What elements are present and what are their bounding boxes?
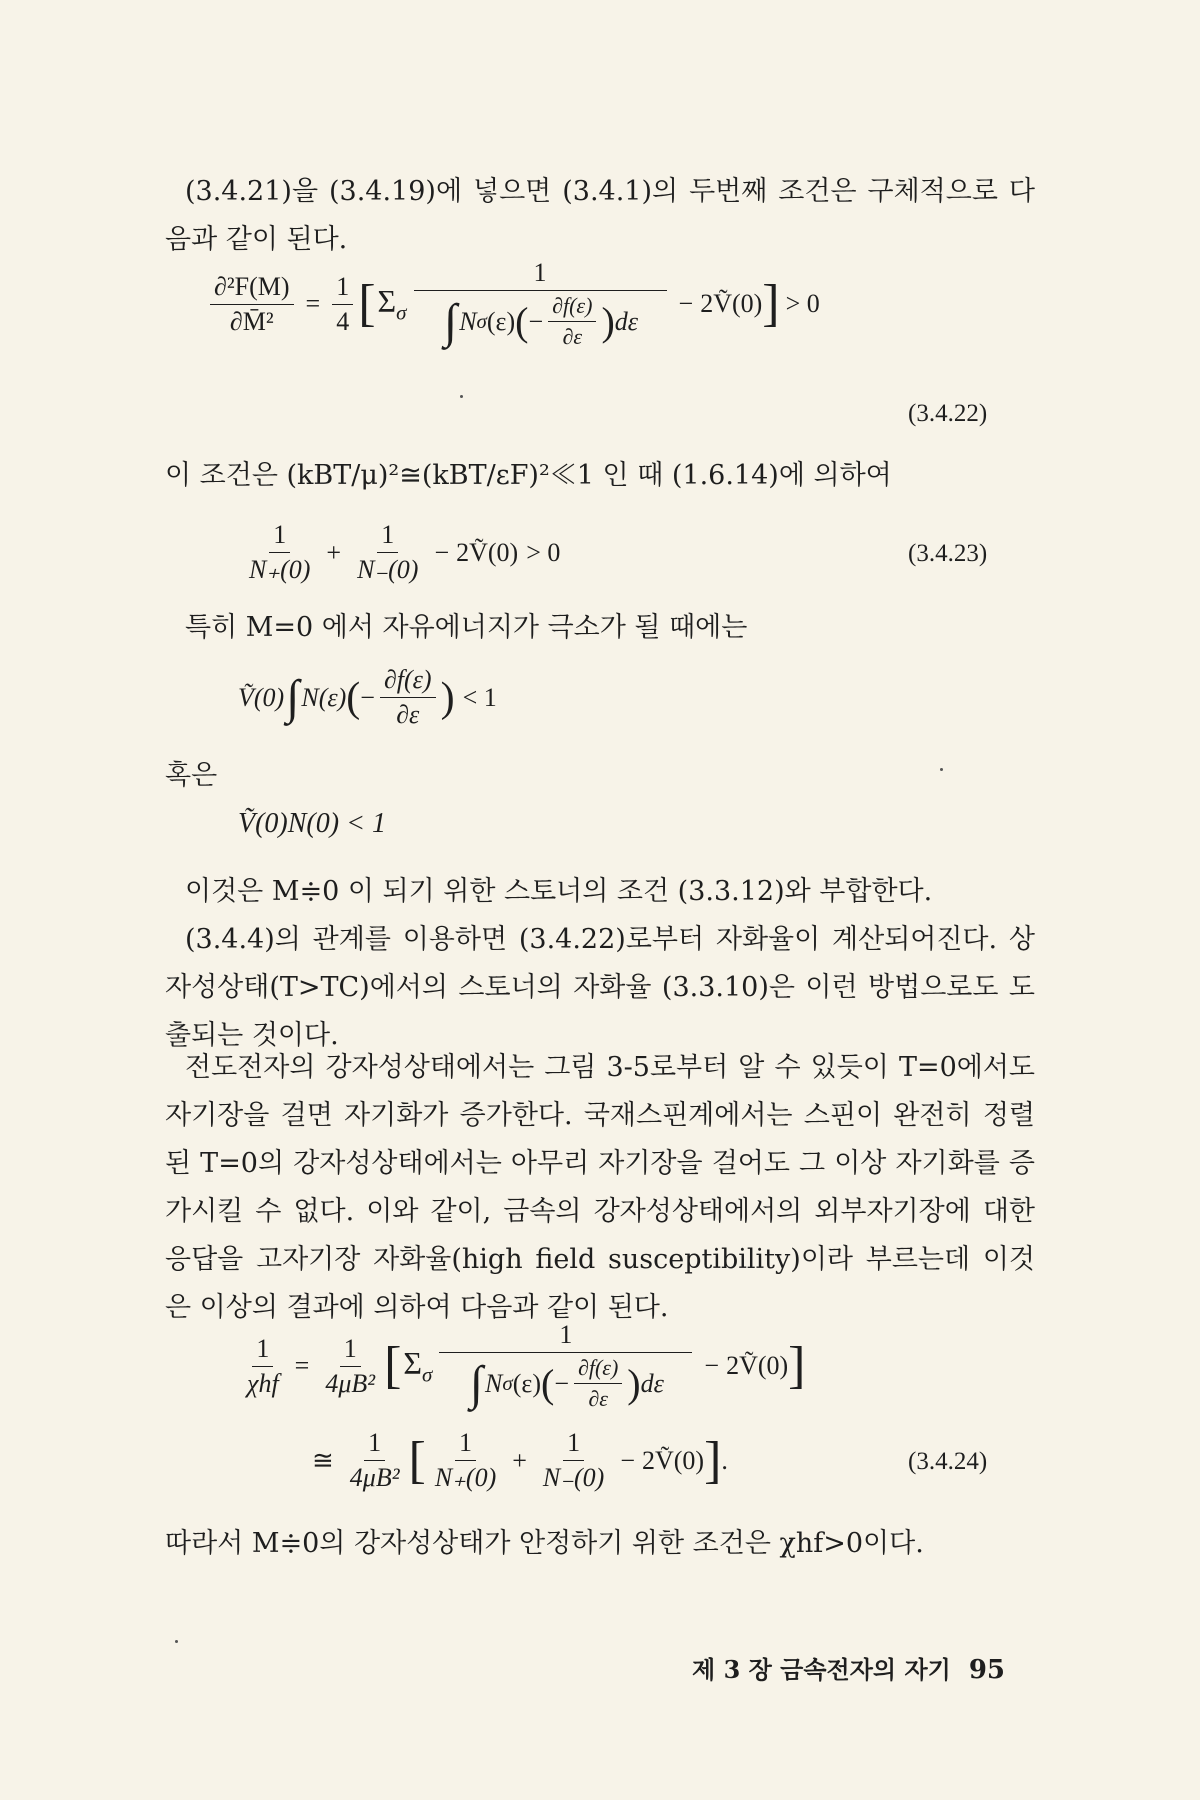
fraction-n-minus [539, 1428, 608, 1493]
n-minus: N₋(0) [357, 555, 419, 584]
deriv-denominator: ∂ε [588, 1386, 608, 1411]
v-zero: Ṽ(0) [238, 682, 285, 712]
sum-symbol: $\Sigma_\sigma$ [403, 1344, 433, 1387]
inner-fraction [439, 1320, 692, 1412]
n-sigma-arg: (ε) [486, 306, 516, 336]
numerator-one: 1 [377, 520, 398, 553]
fraction-n-plus [431, 1428, 500, 1493]
n-sigma: N [485, 1368, 503, 1398]
coef-fraction [332, 272, 353, 337]
deriv-numerator: ∂f(ε) [548, 293, 596, 322]
deriv-numerator: ∂f(ε) [380, 665, 436, 698]
n-sigma-subscript: σ [476, 309, 487, 333]
minus-sign: − [678, 289, 694, 318]
plus-sign: + [326, 537, 342, 567]
fraction-n-plus [245, 520, 314, 585]
d-epsilon: dε [640, 1368, 664, 1398]
lhs-fraction [210, 272, 294, 337]
left-bracket: [ [358, 275, 376, 332]
paragraph-4: 혹은 [165, 760, 218, 791]
less-than-one: < 1 [462, 682, 497, 712]
inner-denominator: ∫ N σ (ε) ( − $\frac{\partial f(\varepsilon)}{\partial\varepsilon}$ ) dε [469, 1355, 664, 1411]
numerator-one: 1 [364, 1428, 385, 1461]
inner-fraction [414, 258, 667, 350]
close-paren: ) [627, 1360, 641, 1406]
paragraph-1: (3.4.21)을 (3.4.19)에 넣으면 (3.4.1)의 두번째 조건은 구체적으로 다음과 같이 된다. [165, 176, 1035, 255]
equation-number-3-4-23: (3.4.23) [908, 540, 988, 567]
condition-v0-n0: Ṽ(0)N(0) < 1 [238, 808, 386, 839]
integral-sign: ∫ [444, 294, 458, 348]
inner-numerator: 1 [439, 1320, 692, 1353]
coef-numerator: 1 [332, 272, 353, 305]
paragraph-3: 특히 M=0 에서 자유에너지가 극소가 될 때에는 [185, 612, 748, 643]
v-term: 2Ṽ(0) [641, 1445, 705, 1475]
four-mu-b-squared: 4μB² [349, 1463, 400, 1492]
chi-fraction [243, 1334, 283, 1399]
deriv-denominator: ∂ε [396, 700, 420, 729]
deriv-fraction [380, 665, 436, 730]
numerator-one: 1 [252, 1334, 273, 1367]
paragraph-5: 이것은 M≑0 이 되기 위한 스토너의 조건 (3.3.12)와 부합한다. [185, 876, 933, 907]
integral-sign: ∫ [286, 670, 300, 724]
deriv-fraction [574, 1355, 622, 1412]
sum-symbol: $\Sigma_\sigma$ [377, 282, 407, 325]
page-footer [692, 1650, 1005, 1685]
period: . [721, 1445, 728, 1475]
equation-3-4-23 [240, 520, 560, 585]
n-plus: N₊(0) [434, 1463, 497, 1492]
four-mu-b-squared: 4μB² [325, 1368, 376, 1398]
equation-3-4-24-line1 [238, 1320, 805, 1412]
fraction-n-minus [353, 520, 422, 585]
lhs-numerator: ∂²F(M) [210, 272, 294, 305]
open-paren: ( [515, 298, 529, 344]
chi-hf: χhf [247, 1368, 279, 1398]
numerator-one: 1 [269, 520, 290, 553]
deriv-numerator: ∂f(ε) [574, 1355, 622, 1384]
sum-subscript: σ [396, 300, 407, 325]
integral-sign: ∫ [469, 1356, 484, 1410]
open-paren: ( [540, 1360, 555, 1406]
left-bracket: [ [384, 1337, 402, 1394]
deriv-fraction [548, 293, 596, 350]
open-paren: ( [346, 674, 361, 721]
paragraph-2: 이 조건은 (kBT/μ)²≅(kBT/εF)²≪1 인 때 (1.6.14)에 의하여 [165, 460, 892, 491]
mu-fraction [346, 1428, 404, 1493]
equals-sign: = [294, 1351, 310, 1380]
page-number: 95 [968, 1655, 1005, 1685]
v-term: 2Ṽ(0) [726, 1351, 789, 1380]
equation-3-4-24-line2 [305, 1428, 728, 1493]
n-sigma: N [459, 306, 477, 336]
paragraph-8: 따라서 M≑0의 강자성상태가 안정하기 위한 조건은 χhf>0이다. [165, 1528, 924, 1559]
numerator-one: 1 [563, 1428, 584, 1461]
right-bracket: ] [788, 1337, 806, 1394]
mu-fraction [321, 1334, 379, 1399]
chapter-title: 제 3 장 금속전자의 자기 [692, 1655, 951, 1684]
greater-than-zero: > 0 [526, 537, 561, 567]
close-paren: ) [601, 298, 615, 344]
inner-denominator: ∫ N σ (ε) ( − $\frac{\partial f(\varepsilon)}{\partial\varepsilon}$ ) dε [444, 293, 639, 349]
paragraph-7: 전도전자의 강자성상태에서는 그림 3-5로부터 알 수 있듯이 T=0에서도 자기장을 걸면 자기화가 증가한다. 국재스핀계에서는 스핀이 완전히 정렬된 T=0의 강자성상태에서는 아무리 자기장을 걸어도 그 이상 자기화를 증가시킬 수 없다. 이와 같이, 금속의 강자성상태에서의 외부자기장에 대한 응답을 고자기장 자화율(high field susceptibility)이라 부르는데 이것은 이상의 결과에 의하여 다음과 같이 된다. [165, 1052, 1035, 1323]
approx-equal-sign: ≅ [312, 1445, 334, 1475]
plus-sign: + [512, 1445, 527, 1475]
greater-than-zero: > 0 [785, 289, 820, 318]
n-sigma-arg: (ε) [512, 1368, 541, 1398]
n-sigma-subscript: σ [502, 1371, 513, 1395]
numerator-one: 1 [340, 1334, 361, 1367]
equation-number-3-4-22: (3.4.22) [908, 400, 988, 427]
print-speck [940, 768, 943, 771]
equation-number-3-4-24: (3.4.24) [908, 1448, 988, 1475]
sum-subscript: σ [422, 1362, 433, 1387]
print-speck [460, 395, 463, 398]
stoner-condition-integral: Ṽ(0) ∫ N(ε) ( − $\frac{\partial f(\varepsilon)}{\partial\varepsilon}$ ) < 1 [238, 665, 497, 729]
d-epsilon: dε [614, 306, 639, 336]
left-bracket: [ [408, 1431, 426, 1489]
right-bracket: ] [704, 1431, 722, 1489]
right-bracket: ] [762, 275, 780, 332]
v-term: 2Ṽ(0) [456, 537, 519, 567]
print-speck [175, 1640, 178, 1643]
v-term: 2Ṽ(0) [700, 289, 763, 318]
stoner-condition-simple [238, 808, 386, 840]
minus-sign: − [620, 1445, 635, 1475]
minus-sign: − [704, 1351, 720, 1380]
n-plus: N₊(0) [249, 555, 311, 584]
close-paren: ) [440, 674, 455, 721]
coef-denominator: 4 [336, 306, 350, 336]
deriv-denominator: ∂ε [562, 324, 583, 349]
inner-numerator: 1 [414, 258, 667, 291]
n-minus: N₋(0) [542, 1463, 605, 1492]
equation-3-4-22 [205, 258, 820, 350]
lhs-denominator: ∂M̄² [229, 306, 274, 336]
minus-sign: − [434, 537, 450, 567]
equals-sign: = [305, 289, 321, 318]
paragraph-6: (3.4.4)의 관계를 이용하면 (3.4.22)로부터 자화율이 계산되어진다. 상자성상태(T>TC)에서의 스토너의 자화율 (3.3.10)은 이런 방법으로도 도출되는 것이다. [165, 924, 1035, 1051]
numerator-one: 1 [455, 1428, 476, 1461]
n-epsilon: N(ε) [301, 682, 347, 712]
